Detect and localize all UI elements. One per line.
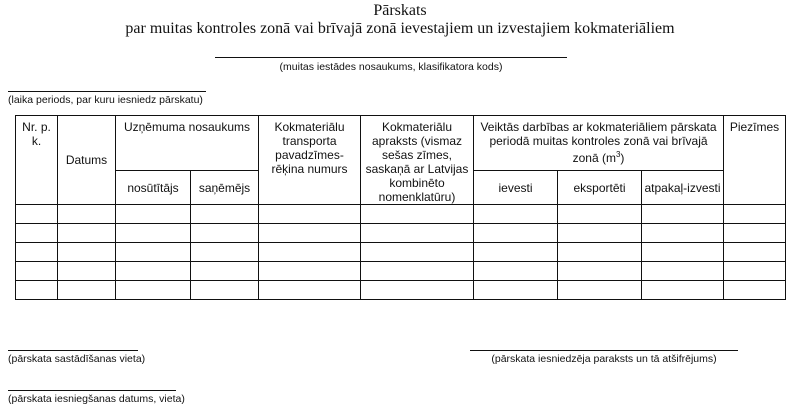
- table-cell[interactable]: [474, 243, 558, 262]
- table-body: [16, 205, 786, 300]
- table-cell[interactable]: [58, 243, 116, 262]
- table-cell[interactable]: [474, 224, 558, 243]
- table-cell[interactable]: [16, 262, 58, 281]
- table-cell[interactable]: [642, 224, 724, 243]
- table-cell[interactable]: [116, 262, 191, 281]
- table-cell[interactable]: [16, 205, 58, 224]
- place-line: [8, 350, 138, 351]
- header-actions: [474, 116, 724, 171]
- place-caption: (pārskata sastādīšanas vieta): [8, 353, 146, 365]
- table-row: [16, 224, 786, 243]
- table-cell[interactable]: [558, 262, 642, 281]
- header-actions-text: Veiktās darbības ar kokmateriāliem pārskata periodā muitas kontroles zonā vai brīvajā zonā (m: [480, 120, 717, 165]
- table-cell[interactable]: [116, 205, 191, 224]
- form-subtitle: par muitas kontroles zonā vai brīvajā zonā ievestajiem un izvestajiem kokmateriāliem: [125, 20, 675, 37]
- table-cell[interactable]: [558, 205, 642, 224]
- table-cell[interactable]: [724, 243, 786, 262]
- table-cell[interactable]: [642, 281, 724, 300]
- header-invoice: Kokmateriālu transporta pavadzīmes-rēķina numurs: [259, 116, 361, 205]
- table-cell[interactable]: [16, 281, 58, 300]
- table-cell[interactable]: [16, 224, 58, 243]
- signature-caption: (pārskata iesniedzēja paraksts un tā atšifrējums): [491, 353, 717, 365]
- table-cell[interactable]: [259, 205, 361, 224]
- table-cell[interactable]: [474, 262, 558, 281]
- header-notes: Piezīmes: [724, 116, 786, 205]
- table-cell[interactable]: [558, 224, 642, 243]
- table-row: [16, 243, 786, 262]
- table-cell[interactable]: [259, 243, 361, 262]
- table-cell[interactable]: [361, 205, 474, 224]
- table-cell[interactable]: [191, 224, 259, 243]
- header-description: Kokmateriālu apraksts (vismaz sešas zīmes, saskaņā ar Latvijas kombinēto nomenklatūru): [361, 116, 474, 205]
- customs-office-caption: (muitas iestādes nosaukums, klasifikatora kods): [279, 61, 503, 73]
- table-cell[interactable]: [724, 205, 786, 224]
- header-actions-unit: 3: [615, 150, 621, 159]
- header-imported: ievesti: [474, 171, 558, 205]
- table-cell[interactable]: [558, 243, 642, 262]
- table-cell[interactable]: [642, 262, 724, 281]
- table-cell[interactable]: [724, 262, 786, 281]
- table-cell[interactable]: [361, 262, 474, 281]
- table-cell[interactable]: [191, 281, 259, 300]
- table-cell[interactable]: [116, 224, 191, 243]
- table-row: [16, 281, 786, 300]
- table-cell[interactable]: [259, 224, 361, 243]
- header-exported: eksportēti: [558, 171, 642, 205]
- table-cell[interactable]: [16, 243, 58, 262]
- table-cell[interactable]: [724, 224, 786, 243]
- header-receiver: saņēmējs: [191, 171, 259, 205]
- table-cell[interactable]: [642, 205, 724, 224]
- table-row: [16, 205, 786, 224]
- signature-line: [470, 350, 738, 351]
- header-reexported: atpakaļ-izvesti: [642, 171, 724, 205]
- period-line: [8, 91, 206, 92]
- table-cell[interactable]: [724, 281, 786, 300]
- table-cell[interactable]: [58, 205, 116, 224]
- table-cell[interactable]: [58, 281, 116, 300]
- table-cell[interactable]: [191, 262, 259, 281]
- header-sender: nosūtītājs: [116, 171, 191, 205]
- period-caption: (laika periods, par kuru iesniedz pārskatu): [8, 94, 203, 106]
- date-caption: (pārskata iesniegšanas datums, vieta): [8, 393, 185, 405]
- table-cell[interactable]: [191, 243, 259, 262]
- table-cell[interactable]: [474, 281, 558, 300]
- date-line: [8, 390, 176, 391]
- table-cell[interactable]: [58, 224, 116, 243]
- table-cell[interactable]: [58, 262, 116, 281]
- table-cell[interactable]: [361, 224, 474, 243]
- form-title: Pārskats: [373, 2, 427, 19]
- table-cell[interactable]: [259, 281, 361, 300]
- table-row: [16, 262, 786, 281]
- report-table: [15, 115, 786, 300]
- table-cell[interactable]: [474, 205, 558, 224]
- table-cell[interactable]: [191, 205, 259, 224]
- table-cell[interactable]: [558, 281, 642, 300]
- table-cell[interactable]: [116, 243, 191, 262]
- table-cell[interactable]: [642, 243, 724, 262]
- table-cell[interactable]: [361, 243, 474, 262]
- table-cell[interactable]: [116, 281, 191, 300]
- table-cell[interactable]: [259, 262, 361, 281]
- header-company: Uzņēmuma nosaukums: [116, 116, 259, 171]
- header-actions-close: ): [620, 151, 625, 165]
- header-nr: Nr. p. k.: [16, 116, 58, 205]
- table-cell[interactable]: [361, 281, 474, 300]
- customs-office-line: [215, 57, 567, 58]
- header-date: Datums: [58, 116, 116, 205]
